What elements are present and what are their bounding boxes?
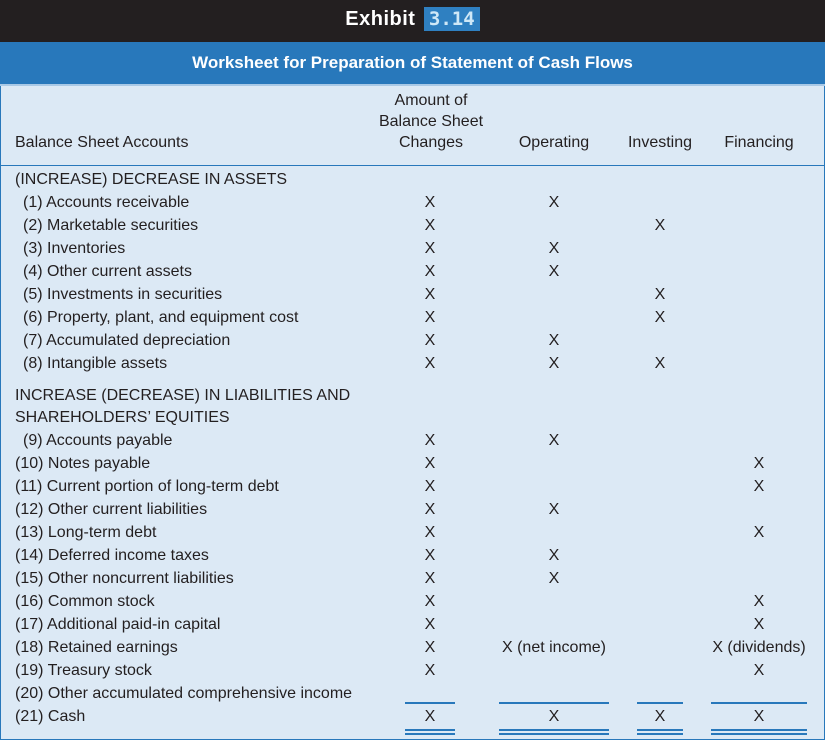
row-label: (5) Investments in securities xyxy=(23,286,223,303)
header-investing: Investing xyxy=(627,134,693,151)
row-label: (3) Inventories xyxy=(23,240,126,257)
cell-operating: X xyxy=(548,355,560,372)
cell-amount: X xyxy=(424,286,436,303)
row-label: (4) Other current assets xyxy=(23,263,192,280)
exhibit-number: 3.14 xyxy=(424,7,480,31)
double-underline-investing-b xyxy=(637,733,683,735)
cell-amount: X xyxy=(424,662,436,679)
worksheet-table xyxy=(0,86,825,740)
page-title: Worksheet for Preparation of Statement of Cash Flows xyxy=(0,42,825,86)
row-label: (16) Common stock xyxy=(15,593,155,610)
double-underline-operating-a xyxy=(499,729,609,731)
cell-amount: X xyxy=(424,455,436,472)
cell-financing: X xyxy=(753,524,765,541)
row-label: (20) Other accumulated comprehensive income xyxy=(15,685,353,702)
cell-operating: X (net income) xyxy=(501,639,607,656)
cell-financing: X xyxy=(753,662,765,679)
header-operating: Operating xyxy=(518,134,590,151)
cell-operating: X xyxy=(548,547,560,564)
header-accounts: Balance Sheet Accounts xyxy=(15,134,189,151)
row-label: (17) Additional paid-in capital xyxy=(15,616,221,633)
header-amount-line3: Changes xyxy=(398,134,464,151)
cell-operating: X xyxy=(548,501,560,518)
row-label: (2) Marketable securities xyxy=(23,217,199,234)
cell-amount: X xyxy=(424,570,436,587)
cell-financing: X xyxy=(753,616,765,633)
cell-amount: X xyxy=(424,263,436,280)
cell-amount: X xyxy=(424,501,436,518)
double-underline-financing-b xyxy=(711,733,807,735)
row-label: (10) Notes payable xyxy=(15,455,151,472)
total-rule-financing xyxy=(711,702,807,704)
double-underline-amount-b xyxy=(405,733,455,735)
cell-financing: X (dividends) xyxy=(712,639,806,656)
double-underline-amount-a xyxy=(405,729,455,731)
row-label: (12) Other current liabilities xyxy=(15,501,208,518)
cell-amount: X xyxy=(424,217,436,234)
cell-amount: X xyxy=(424,240,436,257)
row-label: (14) Deferred income taxes xyxy=(15,547,209,564)
cell-investing: X xyxy=(654,286,666,303)
cell-investing: X xyxy=(654,309,666,326)
row-label: (11) Current portion of long-term debt xyxy=(15,478,279,495)
row-label: (21) Cash xyxy=(15,708,86,725)
row-label: (9) Accounts payable xyxy=(23,432,173,449)
cell-investing: X xyxy=(654,217,666,234)
cell-financing: X xyxy=(753,455,765,472)
bottom-margin xyxy=(0,740,825,749)
row-label: (1) Accounts receivable xyxy=(23,194,190,211)
cell-operating: X xyxy=(548,263,560,280)
cell-financing: X xyxy=(753,708,765,725)
header-amount-line1: Amount of xyxy=(394,92,468,109)
double-underline-operating-b xyxy=(499,733,609,735)
row-label: (8) Intangible assets xyxy=(23,355,168,372)
cell-amount: X xyxy=(424,194,436,211)
cell-operating: X xyxy=(548,432,560,449)
section-liabilities-heading-line2: SHAREHOLDERS’ EQUITIES xyxy=(15,409,230,426)
cell-financing: X xyxy=(753,478,765,495)
cell-amount: X xyxy=(424,616,436,633)
header-financing: Financing xyxy=(724,134,794,151)
cell-operating: X xyxy=(548,194,560,211)
total-rule-investing xyxy=(637,702,683,704)
cell-investing: X xyxy=(654,355,666,372)
cell-amount: X xyxy=(424,332,436,349)
header-amount-line2: Balance Sheet xyxy=(378,113,484,130)
header-divider xyxy=(1,165,824,166)
row-label: (13) Long-term debt xyxy=(15,524,157,541)
cell-amount: X xyxy=(424,432,436,449)
cell-operating: X xyxy=(548,332,560,349)
cell-amount: X xyxy=(424,708,436,725)
cell-operating: X xyxy=(548,240,560,257)
cell-amount: X xyxy=(424,639,436,656)
cell-operating: X xyxy=(548,708,560,725)
section-assets-heading: (INCREASE) DECREASE IN ASSETS xyxy=(15,171,288,188)
cell-amount: X xyxy=(424,547,436,564)
cell-operating: X xyxy=(548,570,560,587)
double-underline-financing-a xyxy=(711,729,807,731)
cell-amount: X xyxy=(424,309,436,326)
cell-financing: X xyxy=(753,593,765,610)
row-label: (19) Treasury stock xyxy=(15,662,152,679)
exhibit-header xyxy=(0,0,825,42)
cell-amount: X xyxy=(424,524,436,541)
cell-amount: X xyxy=(424,355,436,372)
exhibit-label: Exhibit xyxy=(345,8,416,30)
section-liabilities-heading-line1: INCREASE (DECREASE) IN LIABILITIES AND xyxy=(15,387,351,404)
cell-amount: X xyxy=(424,478,436,495)
row-label: (18) Retained earnings xyxy=(15,639,178,656)
total-rule-operating xyxy=(499,702,609,704)
row-label: (15) Other noncurrent liabilities xyxy=(15,570,234,587)
row-label: (7) Accumulated depreciation xyxy=(23,332,231,349)
cell-investing: X xyxy=(654,708,666,725)
total-rule-amount xyxy=(405,702,455,704)
row-label: (6) Property, plant, and equipment cost xyxy=(23,309,299,326)
double-underline-investing-a xyxy=(637,729,683,731)
cell-amount: X xyxy=(424,593,436,610)
